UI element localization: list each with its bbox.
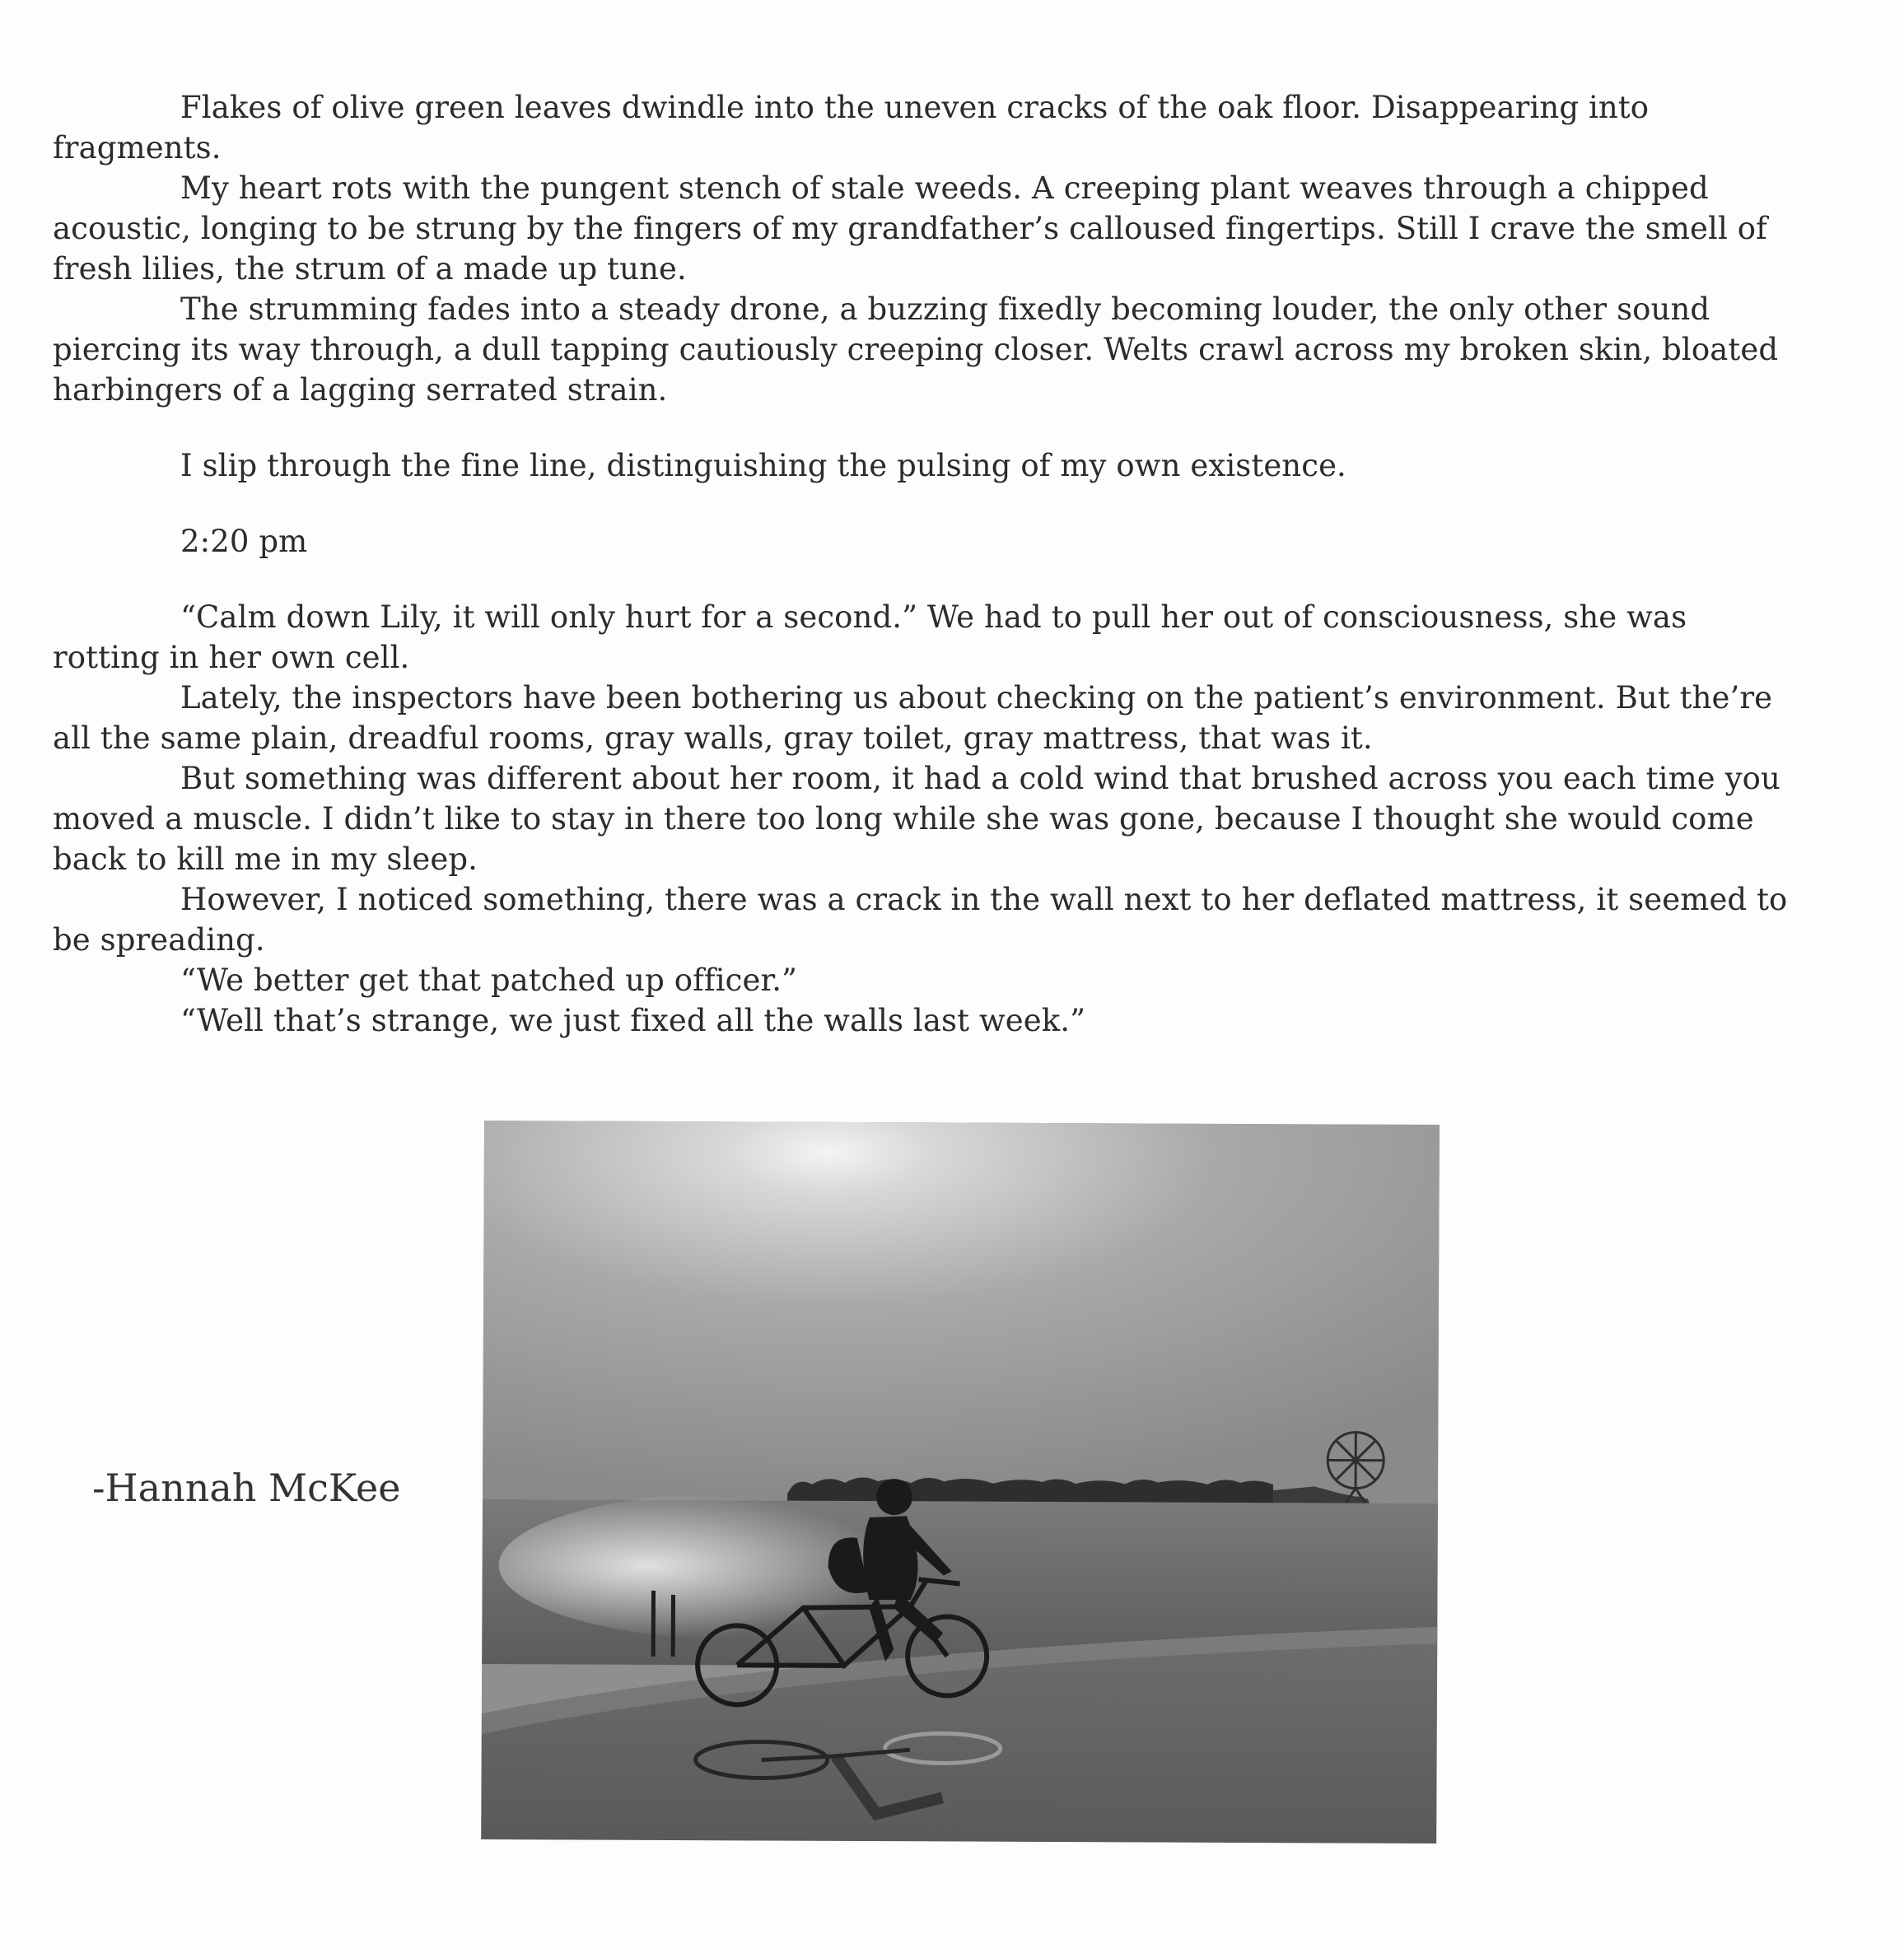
author-signature: -Hannah McKee: [92, 1466, 401, 1510]
paragraph-10: “Well that’s strange, we just fixed all the walls last week.”: [180, 1003, 1086, 1038]
paragraph-6: Lately, the inspectors have been bothering us about checking on the patient’s environment. But the’re all the same plain, dreadful rooms, gray walls, gray toilet, gray mattress, that was it.: [53, 680, 1773, 756]
paragraph-2: My heart rots with the pungent stench of stale weeds. A creeping plant weaves through a chipped acoustic, longing to be strung by the fingers of my grandfather’s calloused fingertips. Still I crave the smell of fresh lilies, the strum of a made up tune.: [53, 170, 1767, 287]
paragraph-7: But something was different about her room, it had a cold wind that brushed across you each time you moved a muscle. I didn’t like to stay in there too long while she was gone, because I thought she would come back to kill me in my sleep.: [53, 761, 1780, 877]
paragraph-4: I slip through the fine line, distinguishing the pulsing of my own existence.: [180, 448, 1346, 483]
paragraph-9: “We better get that patched up officer.”: [180, 963, 798, 998]
paragraph-5: “Calm down Lily, it will only hurt for a second.” We had to pull her out of consciousness, she was rotting in her own cell.: [53, 599, 1687, 675]
sky: [483, 1121, 1440, 1503]
cyclist-photo: [481, 1121, 1440, 1843]
paragraph-8: However, I noticed something, there was a crack in the wall next to her deflated mattress, it seemed to be spreading.: [53, 882, 1788, 958]
paragraph-1: Flakes of olive green leaves dwindle into the uneven cracks of the oak floor. Disappearing into fragments.: [53, 90, 1650, 165]
story-text: [53, 87, 1799, 1041]
paragraph-3: The strumming fades into a steady drone, a buzzing fixedly becoming louder, the only other sound piercing its way through, a dull tapping cautiously creeping closer. Welts crawl across my broken skin, bloated harbingers of a lagging serrated strain.: [53, 291, 1779, 408]
time-stamp: 2:20 pm: [180, 524, 308, 559]
